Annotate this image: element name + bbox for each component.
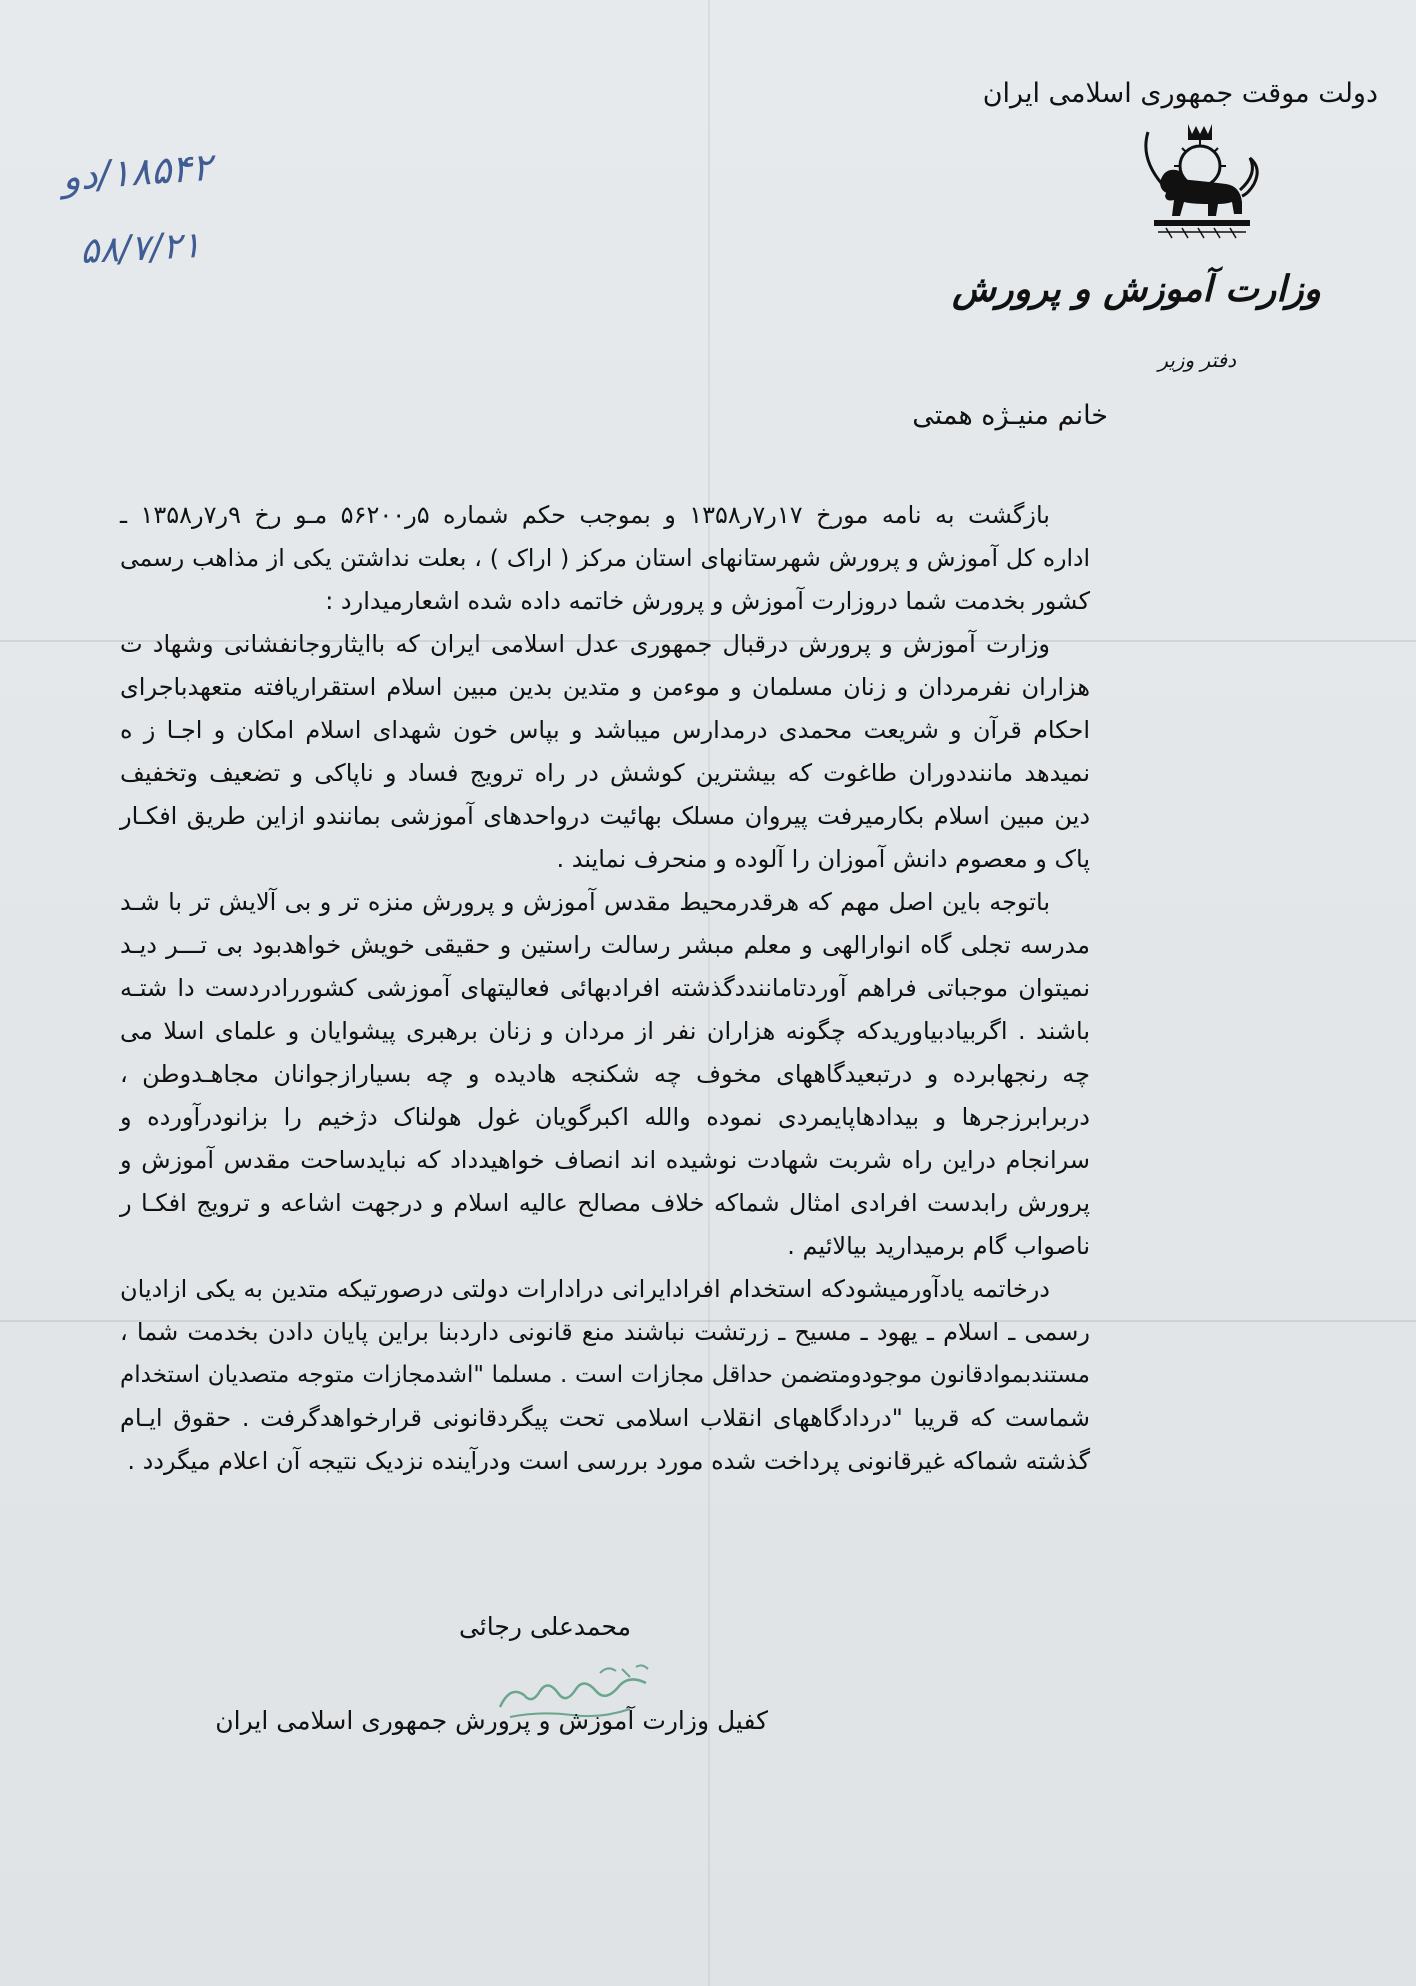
ministry-name: وزارت آموزش و پرورش [952,268,1321,310]
body-line: کشور بخدمت شما دروزارت آموزش و پرورش خاتمه داده شده اشعارمیدارد : [325,587,1090,615]
handwritten-date: ۵۸/۷/۲۱ [79,224,202,273]
letter-body [120,494,1090,1483]
body-line: اداره کل آموزش و پرورش شهرستانهای استان مرکز ( اراک ) ، بعلت نداشتن یکی از مذاهب رسمی [120,544,1090,572]
body-line: باتوجه باین اصل مهم که هرقدرمحیط مقدس آموزش و پرورش منزه تر و بی آلایش تر با شـد [120,888,1050,916]
body-line: گذشته شماکه غیرقانونی پرداخت شده مورد بررسی است ودرآینده نزدیک نتیجه آن اعلام میگردد . [127,1447,1090,1475]
lion-and-sun-emblem-icon [1130,118,1270,246]
body-line: مدرسه تجلی گاه انوارالهی و معلم مبشر رسالت راستین و حقیقی خویش خواهدبود بی تـــر دیـد [120,931,1090,959]
signatory-name: محمدعلی رجائی [458,1612,631,1641]
body-line: ناصواب گام برمیدارید بیالائیم . [787,1232,1090,1260]
body-line: هزاران نفرمردان و زنان مسلمان و موءمن و متدین بدین مبین اسلام استقراریافته متعهدباجرای [120,673,1090,701]
body-line: سرانجام دراین راه شربت شهادت نوشیده اند انصاف خواهیدداد که نبایدساحت مقدس آموزش و [120,1146,1090,1174]
body-line: وزارت آموزش و پرورش درقبال جمهوری عدل اسلامی ایران که باایثاروجانفشانی وشهاد ت [120,630,1050,658]
recipient-name: خانم منیـژه همتی [912,400,1108,431]
body-line: چه رنجهابرده و درتبعیدگاههای مخوف چه شکنجه هادیده و چه بسیارازجوانان مجاهـدوطن ، [120,1060,1090,1088]
body-line: باشند . اگربیادبیاوریدکه چگونه هزاران نفر از مردان و زنان برهبری پیشوایان و علمای اسلا می [120,1017,1090,1045]
body-line: دربرابرزجرها و بیدادهاپایمردی نموده والله اکبرگویان غول هولناک دژخیم را بزانودرآورده و [120,1103,1090,1131]
body-line: مستندبموادقانون موجودومتضمن حداقل مجازات است . مسلما "اشدمجازات متوجه متصدیان استخدام [120,1362,1090,1388]
body-line: بازگشت به نامه مورخ ۱۷ر۷ر۱۳۵۸ و بموجب حکم شماره ۵ر۵۶۲۰۰ مـو رخ ۹ر۷ر۱۳۵۸ ـ [120,501,1050,529]
body-line: نمیدهد ماننددوران طاغوت که بیشترین کوشش در راه ترویج فساد و ناپاکی و تضعیف وتخفیف [120,759,1090,787]
handwritten-reference-number: ۱۸۵۴۲/دو [60,144,214,200]
ministry-office: دفتر وزیر [1158,348,1236,372]
body-line: احکام قرآن و شریعت محمدی درمدارس میباشد و بپاس خون شهدای اسلام امکان و اجـا ز ه [120,716,1090,744]
body-line: درخاتمه یادآورمیشودکه استخدام افرادایرانی درادارات دولتی درصورتیکه متدین به یکی ازادیان [120,1275,1050,1303]
body-line: شماست که قریبا "دردادگاههای انقلاب اسلامی تحت پیگردقانونی قرارخواهدگرفت . حقوق ایـام [120,1404,1090,1432]
body-line: پاک و معصوم دانش آموزان را آلوده و منحرف نمایند . [556,845,1090,873]
body-line: رسمی ـ اسلام ـ یهود ـ مسیح ـ زرتشت نباشند منع قانونی داردبنا براین پایان دادن بخدمت شما ، [120,1318,1090,1346]
body-line: پرورش رابدست افرادی امثال شماکه خلاف مصالح عالیه اسلام و درجهت اشاعه و ترویج افکـا ر [120,1189,1090,1217]
body-line: دین مبین اسلام بکارمیرفت پیروان مسلک بهائیت درواحدهای آموزشی بمانندو ازاین طریق افکـار [120,802,1090,830]
government-header: دولت موقت جمهوری اسلامی ایران [982,78,1378,109]
body-line: نمیتوان موجباتی فراهم آوردتاماننددگذشته افرادبهائی فعالیتهای آموزشی کشوررادردست دا شتـه [120,974,1090,1002]
signatory-title: کفیل وزارت آموزش و پرورش جمهوری اسلامی ایران [215,1706,768,1735]
